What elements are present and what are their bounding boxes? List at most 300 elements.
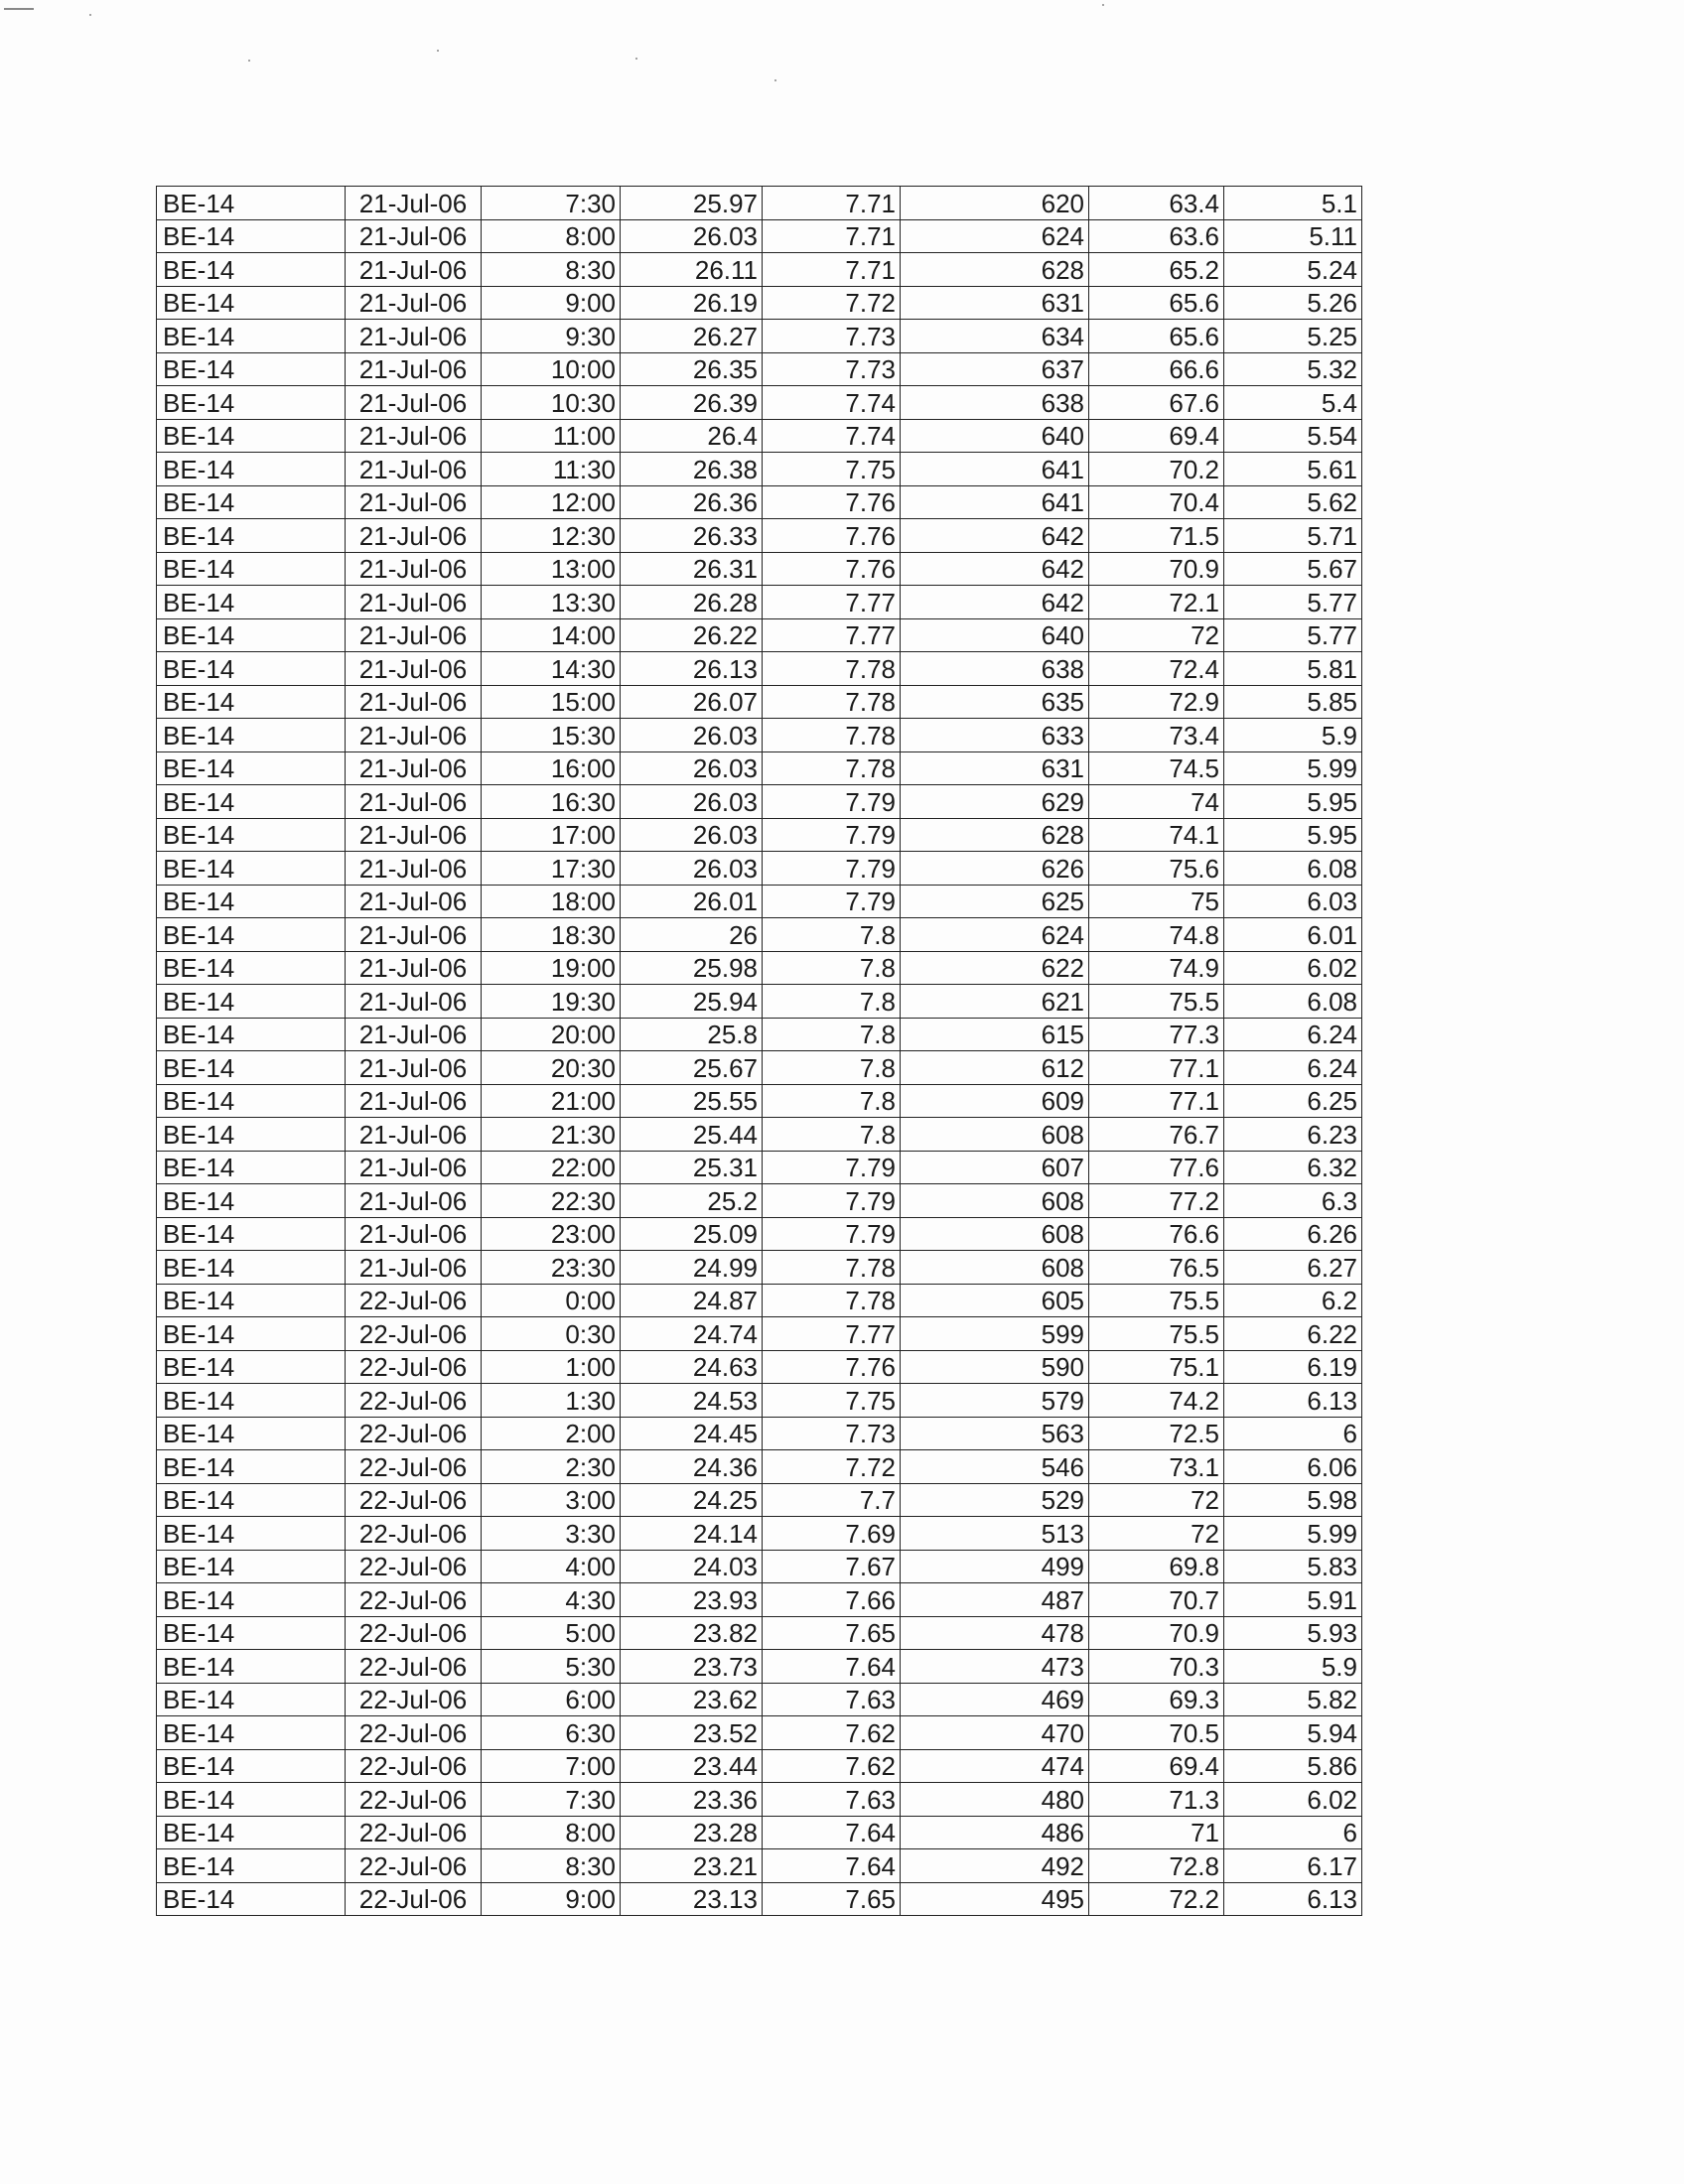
ph-cell: 7.8 <box>763 1051 901 1085</box>
do-mgl-cell: 5.4 <box>1224 386 1362 420</box>
conductivity-cell: 487 <box>901 1583 1089 1617</box>
date-cell: 21-Jul-06 <box>346 885 482 918</box>
ph-cell: 7.8 <box>763 1018 901 1051</box>
temperature-cell: 26.31 <box>621 552 763 586</box>
table-row <box>157 1849 1362 1883</box>
do-mgl-cell: 6.22 <box>1224 1317 1362 1351</box>
temperature-cell: 26.19 <box>621 286 763 320</box>
ph-cell: 7.79 <box>763 818 901 852</box>
do-mgl-cell: 6.26 <box>1224 1217 1362 1251</box>
conductivity-cell: 631 <box>901 286 1089 320</box>
station-cell: BE-14 <box>157 586 346 619</box>
do-percent-cell: 74.5 <box>1089 751 1224 785</box>
date-cell: 22-Jul-06 <box>346 1384 482 1418</box>
do-percent-cell: 65.2 <box>1089 253 1224 287</box>
temperature-cell: 26.27 <box>621 320 763 353</box>
time-cell: 7:30 <box>482 1783 621 1817</box>
temperature-cell: 23.73 <box>621 1650 763 1684</box>
table-row <box>157 1517 1362 1551</box>
table-row <box>157 1650 1362 1684</box>
ph-cell: 7.71 <box>763 253 901 287</box>
do-mgl-cell: 5.9 <box>1224 719 1362 752</box>
time-cell: 4:00 <box>482 1550 621 1583</box>
conductivity-cell: 480 <box>901 1783 1089 1817</box>
station-cell: BE-14 <box>157 320 346 353</box>
date-cell: 22-Jul-06 <box>346 1783 482 1817</box>
table-row <box>157 785 1362 819</box>
station-cell: BE-14 <box>157 1018 346 1051</box>
date-cell: 21-Jul-06 <box>346 1118 482 1152</box>
station-cell: BE-14 <box>157 685 346 719</box>
conductivity-cell: 642 <box>901 519 1089 553</box>
do-mgl-cell: 5.99 <box>1224 1517 1362 1551</box>
ph-cell: 7.63 <box>763 1683 901 1716</box>
temperature-cell: 26.28 <box>621 586 763 619</box>
time-cell: 22:30 <box>482 1184 621 1218</box>
do-mgl-cell: 6.24 <box>1224 1018 1362 1051</box>
time-cell: 23:00 <box>482 1217 621 1251</box>
temperature-cell: 26.36 <box>621 485 763 519</box>
date-cell: 22-Jul-06 <box>346 1550 482 1583</box>
scan-speck <box>437 50 439 52</box>
conductivity-cell: 478 <box>901 1616 1089 1650</box>
station-cell: BE-14 <box>157 552 346 586</box>
ph-cell: 7.74 <box>763 419 901 453</box>
time-cell: 8:30 <box>482 253 621 287</box>
ph-cell: 7.69 <box>763 1517 901 1551</box>
date-cell: 22-Jul-06 <box>346 1849 482 1883</box>
table-row <box>157 386 1362 420</box>
date-cell: 21-Jul-06 <box>346 419 482 453</box>
temperature-cell: 26.07 <box>621 685 763 719</box>
ph-cell: 7.78 <box>763 719 901 752</box>
ph-cell: 7.73 <box>763 1417 901 1450</box>
table-row <box>157 1716 1362 1750</box>
table-row <box>157 253 1362 287</box>
date-cell: 21-Jul-06 <box>346 685 482 719</box>
conductivity-cell: 640 <box>901 618 1089 652</box>
ph-cell: 7.64 <box>763 1849 901 1883</box>
date-cell: 21-Jul-06 <box>346 253 482 287</box>
station-cell: BE-14 <box>157 219 346 253</box>
do-percent-cell: 72.2 <box>1089 1882 1224 1916</box>
table-row <box>157 951 1362 985</box>
time-cell: 21:30 <box>482 1118 621 1152</box>
time-cell: 6:00 <box>482 1683 621 1716</box>
station-cell: BE-14 <box>157 1118 346 1152</box>
temperature-cell: 26.33 <box>621 519 763 553</box>
do-mgl-cell: 6.19 <box>1224 1350 1362 1384</box>
table-row <box>157 1483 1362 1517</box>
do-percent-cell: 69.3 <box>1089 1683 1224 1716</box>
do-percent-cell: 75.6 <box>1089 852 1224 886</box>
conductivity-cell: 579 <box>901 1384 1089 1418</box>
station-cell: BE-14 <box>157 1450 346 1484</box>
do-mgl-cell: 5.24 <box>1224 253 1362 287</box>
date-cell: 21-Jul-06 <box>346 1151 482 1184</box>
conductivity-cell: 637 <box>901 352 1089 386</box>
do-percent-cell: 77.2 <box>1089 1184 1224 1218</box>
conductivity-cell: 620 <box>901 187 1089 220</box>
time-cell: 10:00 <box>482 352 621 386</box>
do-percent-cell: 72.9 <box>1089 685 1224 719</box>
date-cell: 21-Jul-06 <box>346 552 482 586</box>
do-mgl-cell: 5.9 <box>1224 1650 1362 1684</box>
conductivity-cell: 612 <box>901 1051 1089 1085</box>
conductivity-cell: 635 <box>901 685 1089 719</box>
table-row <box>157 885 1362 918</box>
time-cell: 16:00 <box>482 751 621 785</box>
ph-cell: 7.8 <box>763 1118 901 1152</box>
do-mgl-cell: 6.24 <box>1224 1051 1362 1085</box>
do-mgl-cell: 5.95 <box>1224 785 1362 819</box>
do-mgl-cell: 6.13 <box>1224 1384 1362 1418</box>
table-row <box>157 1151 1362 1184</box>
date-cell: 22-Jul-06 <box>346 1583 482 1617</box>
table-row <box>157 1084 1362 1118</box>
temperature-cell: 24.14 <box>621 1517 763 1551</box>
do-percent-cell: 71 <box>1089 1816 1224 1849</box>
station-cell: BE-14 <box>157 1350 346 1384</box>
do-mgl-cell: 5.61 <box>1224 453 1362 486</box>
ph-cell: 7.7 <box>763 1483 901 1517</box>
temperature-cell: 25.94 <box>621 985 763 1019</box>
time-cell: 3:00 <box>482 1483 621 1517</box>
do-mgl-cell: 6.2 <box>1224 1284 1362 1317</box>
date-cell: 21-Jul-06 <box>346 485 482 519</box>
station-cell: BE-14 <box>157 1616 346 1650</box>
ph-cell: 7.79 <box>763 1217 901 1251</box>
station-cell: BE-14 <box>157 751 346 785</box>
date-cell: 21-Jul-06 <box>346 586 482 619</box>
table-row <box>157 1118 1362 1152</box>
table-row <box>157 1450 1362 1484</box>
do-percent-cell: 70.3 <box>1089 1650 1224 1684</box>
time-cell: 2:00 <box>482 1417 621 1450</box>
conductivity-cell: 622 <box>901 951 1089 985</box>
ph-cell: 7.73 <box>763 352 901 386</box>
time-cell: 3:30 <box>482 1517 621 1551</box>
date-cell: 21-Jul-06 <box>346 187 482 220</box>
station-cell: BE-14 <box>157 1284 346 1317</box>
table-row <box>157 1251 1362 1285</box>
time-cell: 13:30 <box>482 586 621 619</box>
conductivity-cell: 609 <box>901 1084 1089 1118</box>
do-mgl-cell: 5.62 <box>1224 485 1362 519</box>
do-percent-cell: 70.9 <box>1089 552 1224 586</box>
temperature-cell: 25.09 <box>621 1217 763 1251</box>
ph-cell: 7.79 <box>763 1151 901 1184</box>
ph-cell: 7.79 <box>763 785 901 819</box>
date-cell: 21-Jul-06 <box>346 286 482 320</box>
temperature-cell: 26.03 <box>621 751 763 785</box>
table-row <box>157 1616 1362 1650</box>
do-percent-cell: 71.3 <box>1089 1783 1224 1817</box>
ph-cell: 7.75 <box>763 1384 901 1418</box>
time-cell: 7:30 <box>482 187 621 220</box>
station-cell: BE-14 <box>157 785 346 819</box>
temperature-cell: 26.03 <box>621 818 763 852</box>
time-cell: 14:00 <box>482 618 621 652</box>
scan-speck <box>4 8 34 10</box>
table-row <box>157 1317 1362 1351</box>
time-cell: 17:30 <box>482 852 621 886</box>
do-percent-cell: 72.4 <box>1089 652 1224 686</box>
station-cell: BE-14 <box>157 1882 346 1916</box>
do-mgl-cell: 5.91 <box>1224 1583 1362 1617</box>
conductivity-cell: 607 <box>901 1151 1089 1184</box>
station-cell: BE-14 <box>157 253 346 287</box>
station-cell: BE-14 <box>157 885 346 918</box>
conductivity-cell: 563 <box>901 1417 1089 1450</box>
do-mgl-cell: 5.25 <box>1224 320 1362 353</box>
station-cell: BE-14 <box>157 1849 346 1883</box>
date-cell: 22-Jul-06 <box>346 1350 482 1384</box>
time-cell: 15:30 <box>482 719 621 752</box>
ph-cell: 7.75 <box>763 453 901 486</box>
time-cell: 14:30 <box>482 652 621 686</box>
do-mgl-cell: 5.77 <box>1224 618 1362 652</box>
ph-cell: 7.63 <box>763 1783 901 1817</box>
station-cell: BE-14 <box>157 1816 346 1849</box>
do-percent-cell: 76.5 <box>1089 1251 1224 1285</box>
time-cell: 9:30 <box>482 320 621 353</box>
do-percent-cell: 63.4 <box>1089 187 1224 220</box>
do-percent-cell: 77.1 <box>1089 1051 1224 1085</box>
scan-speck <box>635 58 637 60</box>
date-cell: 21-Jul-06 <box>346 1217 482 1251</box>
conductivity-cell: 608 <box>901 1217 1089 1251</box>
conductivity-cell: 621 <box>901 985 1089 1019</box>
temperature-cell: 25.97 <box>621 187 763 220</box>
date-cell: 21-Jul-06 <box>346 1184 482 1218</box>
station-cell: BE-14 <box>157 985 346 1019</box>
do-percent-cell: 75.5 <box>1089 985 1224 1019</box>
date-cell: 21-Jul-06 <box>346 1051 482 1085</box>
table-row <box>157 552 1362 586</box>
scan-speck <box>89 14 91 16</box>
do-mgl-cell: 5.11 <box>1224 219 1362 253</box>
conductivity-cell: 628 <box>901 818 1089 852</box>
ph-cell: 7.64 <box>763 1650 901 1684</box>
ph-cell: 7.72 <box>763 1450 901 1484</box>
do-mgl-cell: 5.77 <box>1224 586 1362 619</box>
do-percent-cell: 69.4 <box>1089 419 1224 453</box>
conductivity-cell: 638 <box>901 386 1089 420</box>
table-row <box>157 1184 1362 1218</box>
time-cell: 1:30 <box>482 1384 621 1418</box>
station-cell: BE-14 <box>157 1716 346 1750</box>
table-row <box>157 1350 1362 1384</box>
time-cell: 19:00 <box>482 951 621 985</box>
date-cell: 21-Jul-06 <box>346 519 482 553</box>
temperature-cell: 26.03 <box>621 219 763 253</box>
time-cell: 5:00 <box>482 1616 621 1650</box>
time-cell: 21:00 <box>482 1084 621 1118</box>
conductivity-cell: 642 <box>901 552 1089 586</box>
do-mgl-cell: 5.85 <box>1224 685 1362 719</box>
station-cell: BE-14 <box>157 1384 346 1418</box>
table-row <box>157 918 1362 952</box>
table-row <box>157 1217 1362 1251</box>
do-mgl-cell: 6.08 <box>1224 985 1362 1019</box>
conductivity-cell: 628 <box>901 253 1089 287</box>
do-percent-cell: 63.6 <box>1089 219 1224 253</box>
time-cell: 17:00 <box>482 818 621 852</box>
do-percent-cell: 72 <box>1089 618 1224 652</box>
do-percent-cell: 69.4 <box>1089 1749 1224 1783</box>
table-row <box>157 219 1362 253</box>
time-cell: 10:30 <box>482 386 621 420</box>
date-cell: 21-Jul-06 <box>346 219 482 253</box>
table-row <box>157 1384 1362 1418</box>
time-cell: 12:00 <box>482 485 621 519</box>
do-mgl-cell: 5.93 <box>1224 1616 1362 1650</box>
ph-cell: 7.79 <box>763 885 901 918</box>
do-percent-cell: 72.1 <box>1089 586 1224 619</box>
date-cell: 22-Jul-06 <box>346 1317 482 1351</box>
table-row <box>157 652 1362 686</box>
ph-cell: 7.77 <box>763 1317 901 1351</box>
ph-cell: 7.78 <box>763 1251 901 1285</box>
do-percent-cell: 75.5 <box>1089 1317 1224 1351</box>
table-row <box>157 1749 1362 1783</box>
do-mgl-cell: 6.23 <box>1224 1118 1362 1152</box>
conductivity-cell: 470 <box>901 1716 1089 1750</box>
time-cell: 23:30 <box>482 1251 621 1285</box>
station-cell: BE-14 <box>157 652 346 686</box>
station-cell: BE-14 <box>157 485 346 519</box>
conductivity-cell: 599 <box>901 1317 1089 1351</box>
do-mgl-cell: 6 <box>1224 1816 1362 1849</box>
date-cell: 21-Jul-06 <box>346 951 482 985</box>
station-cell: BE-14 <box>157 1517 346 1551</box>
do-percent-cell: 74.8 <box>1089 918 1224 952</box>
table-row <box>157 985 1362 1019</box>
temperature-cell: 26.03 <box>621 852 763 886</box>
conductivity-cell: 469 <box>901 1683 1089 1716</box>
ph-cell: 7.76 <box>763 485 901 519</box>
date-cell: 22-Jul-06 <box>346 1517 482 1551</box>
temperature-cell: 25.44 <box>621 1118 763 1152</box>
conductivity-cell: 529 <box>901 1483 1089 1517</box>
ph-cell: 7.79 <box>763 1184 901 1218</box>
do-mgl-cell: 5.81 <box>1224 652 1362 686</box>
ph-cell: 7.65 <box>763 1616 901 1650</box>
time-cell: 1:00 <box>482 1350 621 1384</box>
station-cell: BE-14 <box>157 951 346 985</box>
date-cell: 22-Jul-06 <box>346 1683 482 1716</box>
measurement-table <box>156 186 1362 1916</box>
do-mgl-cell: 5.98 <box>1224 1483 1362 1517</box>
station-cell: BE-14 <box>157 1783 346 1817</box>
ph-cell: 7.73 <box>763 320 901 353</box>
ph-cell: 7.66 <box>763 1583 901 1617</box>
date-cell: 22-Jul-06 <box>346 1816 482 1849</box>
do-mgl-cell: 6.17 <box>1224 1849 1362 1883</box>
station-cell: BE-14 <box>157 1683 346 1716</box>
do-percent-cell: 69.8 <box>1089 1550 1224 1583</box>
ph-cell: 7.76 <box>763 1350 901 1384</box>
table-row <box>157 453 1362 486</box>
do-mgl-cell: 5.95 <box>1224 818 1362 852</box>
temperature-cell: 25.98 <box>621 951 763 985</box>
do-percent-cell: 70.9 <box>1089 1616 1224 1650</box>
ph-cell: 7.77 <box>763 618 901 652</box>
temperature-cell: 26.11 <box>621 253 763 287</box>
do-percent-cell: 72.5 <box>1089 1417 1224 1450</box>
conductivity-cell: 615 <box>901 1018 1089 1051</box>
temperature-cell: 24.99 <box>621 1251 763 1285</box>
ph-cell: 7.8 <box>763 918 901 952</box>
table-row <box>157 1583 1362 1617</box>
station-cell: BE-14 <box>157 1184 346 1218</box>
date-cell: 21-Jul-06 <box>346 785 482 819</box>
date-cell: 21-Jul-06 <box>346 320 482 353</box>
do-percent-cell: 71.5 <box>1089 519 1224 553</box>
do-percent-cell: 77.6 <box>1089 1151 1224 1184</box>
conductivity-cell: 495 <box>901 1882 1089 1916</box>
table-row <box>157 719 1362 752</box>
do-mgl-cell: 5.26 <box>1224 286 1362 320</box>
conductivity-cell: 629 <box>901 785 1089 819</box>
do-percent-cell: 73.1 <box>1089 1450 1224 1484</box>
station-cell: BE-14 <box>157 1151 346 1184</box>
station-cell: BE-14 <box>157 286 346 320</box>
conductivity-cell: 634 <box>901 320 1089 353</box>
do-percent-cell: 74 <box>1089 785 1224 819</box>
table-row <box>157 1550 1362 1583</box>
temperature-cell: 24.36 <box>621 1450 763 1484</box>
scan-speck <box>248 60 250 62</box>
temperature-cell: 26.38 <box>621 453 763 486</box>
ph-cell: 7.78 <box>763 751 901 785</box>
do-percent-cell: 75.5 <box>1089 1284 1224 1317</box>
conductivity-cell: 638 <box>901 652 1089 686</box>
conductivity-cell: 624 <box>901 918 1089 952</box>
do-percent-cell: 67.6 <box>1089 386 1224 420</box>
ph-cell: 7.72 <box>763 286 901 320</box>
time-cell: 22:00 <box>482 1151 621 1184</box>
do-percent-cell: 70.5 <box>1089 1716 1224 1750</box>
temperature-cell: 25.2 <box>621 1184 763 1218</box>
do-percent-cell: 73.4 <box>1089 719 1224 752</box>
conductivity-cell: 608 <box>901 1184 1089 1218</box>
table-row <box>157 818 1362 852</box>
station-cell: BE-14 <box>157 1217 346 1251</box>
station-cell: BE-14 <box>157 352 346 386</box>
do-percent-cell: 76.7 <box>1089 1118 1224 1152</box>
time-cell: 19:30 <box>482 985 621 1019</box>
date-cell: 21-Jul-06 <box>346 751 482 785</box>
date-cell: 22-Jul-06 <box>346 1749 482 1783</box>
ph-cell: 7.8 <box>763 1084 901 1118</box>
temperature-cell: 26.4 <box>621 419 763 453</box>
temperature-cell: 23.52 <box>621 1716 763 1750</box>
do-mgl-cell: 5.32 <box>1224 352 1362 386</box>
temperature-cell: 24.87 <box>621 1284 763 1317</box>
station-cell: BE-14 <box>157 618 346 652</box>
conductivity-cell: 608 <box>901 1251 1089 1285</box>
ph-cell: 7.8 <box>763 951 901 985</box>
conductivity-cell: 605 <box>901 1284 1089 1317</box>
do-mgl-cell: 6.3 <box>1224 1184 1362 1218</box>
scan-speck <box>1102 4 1104 6</box>
ph-cell: 7.64 <box>763 1816 901 1849</box>
date-cell: 21-Jul-06 <box>346 652 482 686</box>
do-mgl-cell: 6.25 <box>1224 1084 1362 1118</box>
station-cell: BE-14 <box>157 419 346 453</box>
